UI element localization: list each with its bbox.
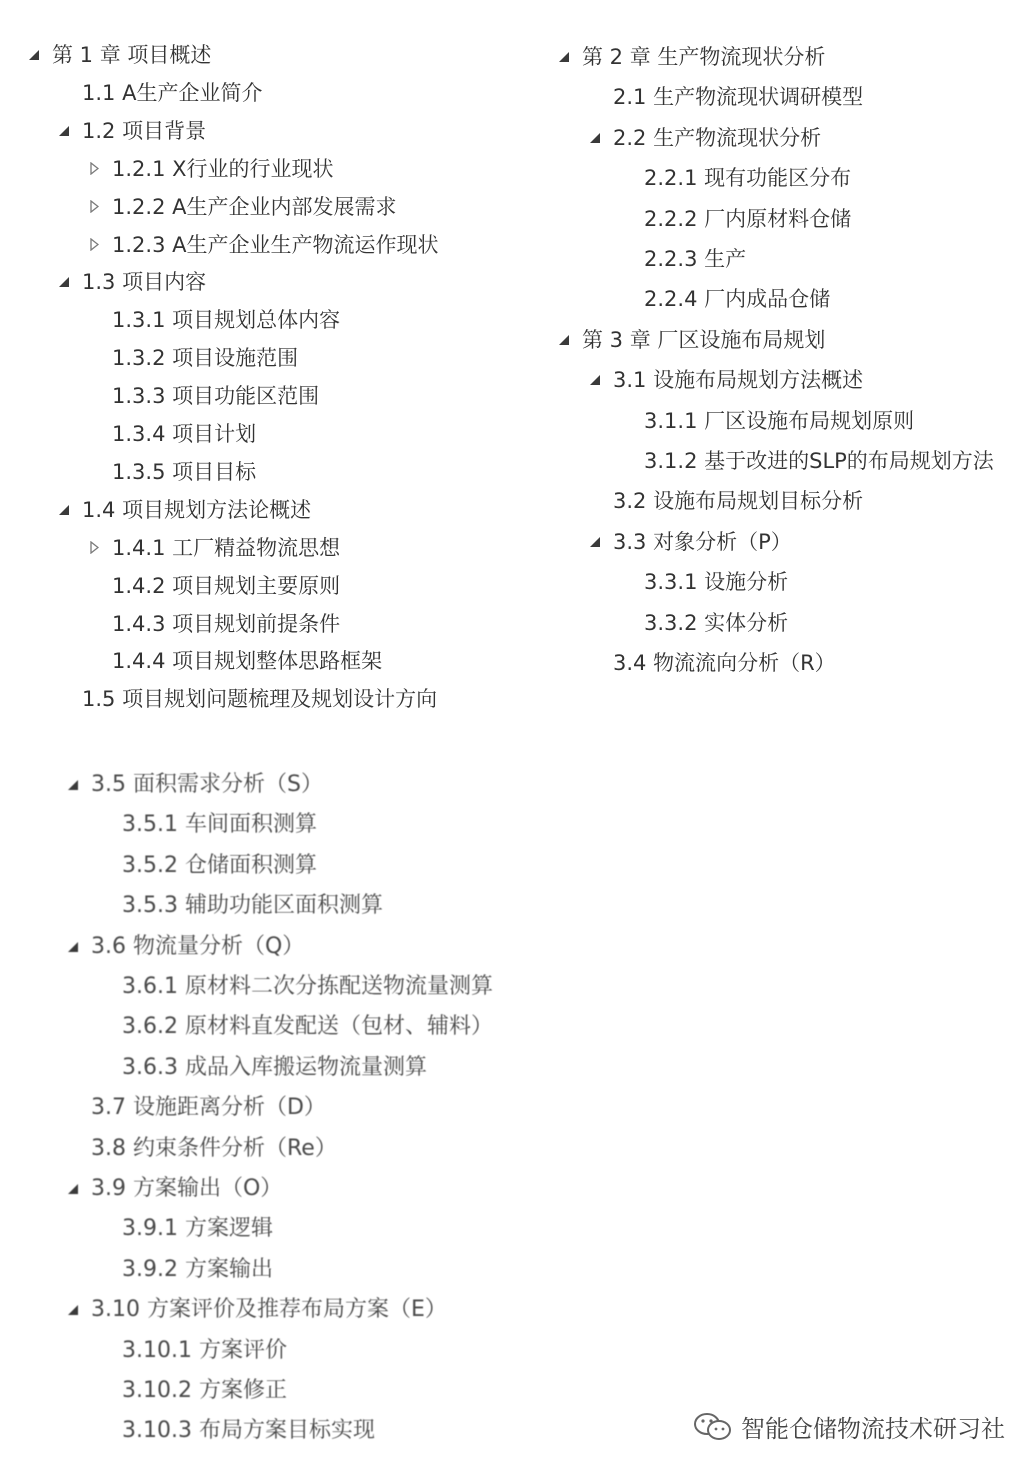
collapsed-arrow-icon[interactable] [84,227,104,263]
tree-item-label: 1.3.5 项目目标 [112,459,257,484]
watermark-text: 智能仓储物流技术研习社 [741,1415,1005,1443]
tree-item-label: 3.3.2 实体分析 [644,610,789,635]
tree-item[interactable] [644,160,851,196]
tree-item-label: 1.3.3 项目功能区范围 [112,384,320,409]
tree-item-label: 1.4.3 项目规划前提条件 [112,611,341,636]
tree-item-label: 3.10.2 方案修正 [122,1378,287,1403]
tree-item[interactable] [52,37,211,73]
tree-item-label: 2.2 生产物流现状分析 [613,125,822,150]
tree-item[interactable] [112,643,382,679]
tree-item-label: 3.6 物流量分析（Q） [91,933,305,959]
tree-item-label: 3.4 物流流向分析（R） [613,651,836,675]
tree-item-label: 3.7 设施距离分析（D） [91,1095,326,1121]
expanded-arrow-icon[interactable] [54,264,74,300]
tree-item[interactable] [122,848,317,884]
tree-item-label: 1.3.2 项目设施范围 [112,346,299,371]
tree-item-label: 1.3.1 项目规划总体内容 [112,308,341,333]
tree-item-label: 2.2.4 厂内成品仓储 [644,287,831,312]
tree-item[interactable] [91,1171,282,1207]
tree-item-label: 1.4 项目规划方法论概述 [82,497,312,522]
expanded-arrow-icon[interactable] [24,37,44,73]
expanded-arrow-icon[interactable] [63,1171,83,1207]
tree-item[interactable] [644,241,746,277]
tree-item[interactable] [582,322,825,358]
tree-item-label: 3.5.3 辅助功能区面积测算 [122,893,383,919]
tree-item-label: 1.2.2 A生产企业内部发展需求 [112,194,397,219]
expanded-arrow-icon[interactable] [54,113,74,149]
expanded-arrow-icon[interactable] [585,120,605,156]
tree-item-label: 3.9.2 方案输出 [122,1256,273,1282]
tree-item-label: 1.3 项目内容 [82,270,207,295]
tree-item[interactable] [122,1252,273,1288]
expanded-arrow-icon[interactable] [54,492,74,528]
tree-item[interactable] [644,443,994,479]
tree-item-label: 1.5 项目规划问题梳理及规划设计方向 [82,687,438,712]
tree-item-label: 1.2.3 A生产企业生产物流运作现状 [112,232,439,257]
tree-item[interactable] [112,340,298,376]
tree-item[interactable] [613,362,863,398]
tree-item[interactable] [82,492,311,528]
tree-item[interactable] [122,969,493,1005]
tree-item-label: 1.4.2 项目规划主要原则 [112,573,341,598]
tree-item[interactable] [82,264,206,300]
expanded-arrow-icon[interactable] [585,524,605,560]
tree-item-label: 3.10.1 方案评价 [122,1337,287,1363]
tree-item[interactable] [112,530,340,566]
tree-item[interactable] [91,1131,337,1167]
expanded-arrow-icon[interactable] [63,767,83,803]
tree-item-label: 3.9.1 方案逻辑 [122,1216,273,1242]
wechat-icon [693,1411,733,1443]
tree-item-label: 1.2.1 X行业的行业现状 [112,156,334,181]
tree-item-label: 3.5.2 仓储面积测算 [122,852,317,878]
tree-item-label: 3.10 方案评价及推荐布局方案（E） [91,1297,447,1323]
tree-item[interactable] [122,1333,287,1369]
tree-item[interactable] [613,483,863,519]
tree-item-label: 1.4.1 工厂精益物流思想 [112,535,341,560]
tree-item-label: 3.3 对象分析（P） [613,529,792,554]
tree-item-label: 3.6.2 原材料直发配送（包材、辅料） [122,1014,493,1040]
tree-item-label: 2.2.1 现有功能区分布 [644,166,852,191]
tree-item[interactable] [112,606,340,642]
tree-item[interactable] [82,75,262,111]
tree-item-label: 3.1.2 基于改进的SLP的布局规划方法 [644,449,994,473]
expanded-arrow-icon[interactable] [63,1292,83,1328]
tree-item-label: 3.1.1 厂区设施布局规划原则 [644,408,915,433]
tree-item[interactable] [91,929,304,965]
tree-item-label: 3.6.3 成品入库搬运物流量测算 [122,1054,427,1080]
tree-item[interactable] [613,645,836,681]
tree-item[interactable] [122,807,317,843]
tree-item[interactable] [91,767,323,803]
collapsed-arrow-icon[interactable] [84,151,104,187]
tree-item[interactable] [644,564,788,600]
tree-item-label: 第 2 章 生产物流现状分析 [582,45,826,69]
tree-item[interactable] [91,1292,447,1328]
tree-item-label: 1.4.4 项目规划整体思路框架 [112,649,383,674]
tree-item-label: 1.1 A生产企业简介 [82,80,263,105]
tree-item-label: 第 3 章 厂区设施布局规划 [582,327,826,352]
tree-item-label: 3.10.3 布局方案目标实现 [122,1418,375,1444]
tree-item-label: 第 1 章 项目概述 [52,43,212,67]
watermark [693,1409,1005,1444]
collapsed-arrow-icon[interactable] [84,530,104,566]
expanded-arrow-icon[interactable] [585,362,605,398]
tree-item[interactable] [122,888,383,924]
expanded-arrow-icon[interactable] [554,39,574,75]
collapsed-arrow-icon[interactable] [84,189,104,225]
tree-item-label: 1.2 项目背景 [82,118,207,143]
tree-item-label: 3.1 设施布局规划方法概述 [613,368,864,393]
tree-item[interactable] [91,1090,326,1126]
tree-item-label: 3.2 设施布局规划目标分析 [613,489,864,514]
tree-item[interactable] [112,378,319,414]
tree-item[interactable] [112,151,334,187]
tree-item[interactable] [112,189,396,225]
tree-item[interactable] [112,454,256,490]
tree-item[interactable] [112,416,256,452]
expanded-arrow-icon[interactable] [63,929,83,965]
tree-item[interactable] [613,120,821,156]
tree-item[interactable] [82,681,437,717]
tree-item[interactable] [644,201,851,237]
tree-item[interactable] [644,403,914,439]
tree-item-label: 3.6.1 原材料二次分拣配送物流量测算 [122,974,493,999]
tree-item[interactable] [613,524,792,560]
expanded-arrow-icon[interactable] [554,322,574,358]
tree-item[interactable] [613,79,863,115]
tree-item-label: 1.3.4 项目计划 [112,422,257,446]
tree-item[interactable] [112,227,438,263]
tree-item[interactable] [112,302,340,338]
tree-item[interactable] [122,1413,375,1449]
tree-item[interactable] [82,113,206,149]
tree-item[interactable] [582,39,825,75]
tree-item[interactable] [122,1373,287,1409]
tree-item-label: 2.2.2 厂内原材料仓储 [644,206,852,231]
tree-item-label: 3.9 方案输出（O） [91,1176,283,1201]
tree-item[interactable] [122,1050,427,1086]
tree-item[interactable] [122,1009,493,1045]
tree-item-label: 3.8 约束条件分析（Re） [91,1135,337,1161]
tree-item-label: 2.1 生产物流现状调研模型 [613,85,864,110]
tree-item[interactable] [122,1211,273,1247]
tree-item-label: 2.2.3 生产 [644,247,747,271]
tree-item-label: 3.5 面积需求分析（S） [91,772,323,797]
tree-item[interactable] [644,281,830,317]
tree-item[interactable] [644,605,788,641]
tree-item-label: 3.5.1 车间面积测算 [122,812,317,838]
tree-item-label: 3.3.1 设施分析 [644,570,789,595]
tree-item[interactable] [112,568,340,604]
